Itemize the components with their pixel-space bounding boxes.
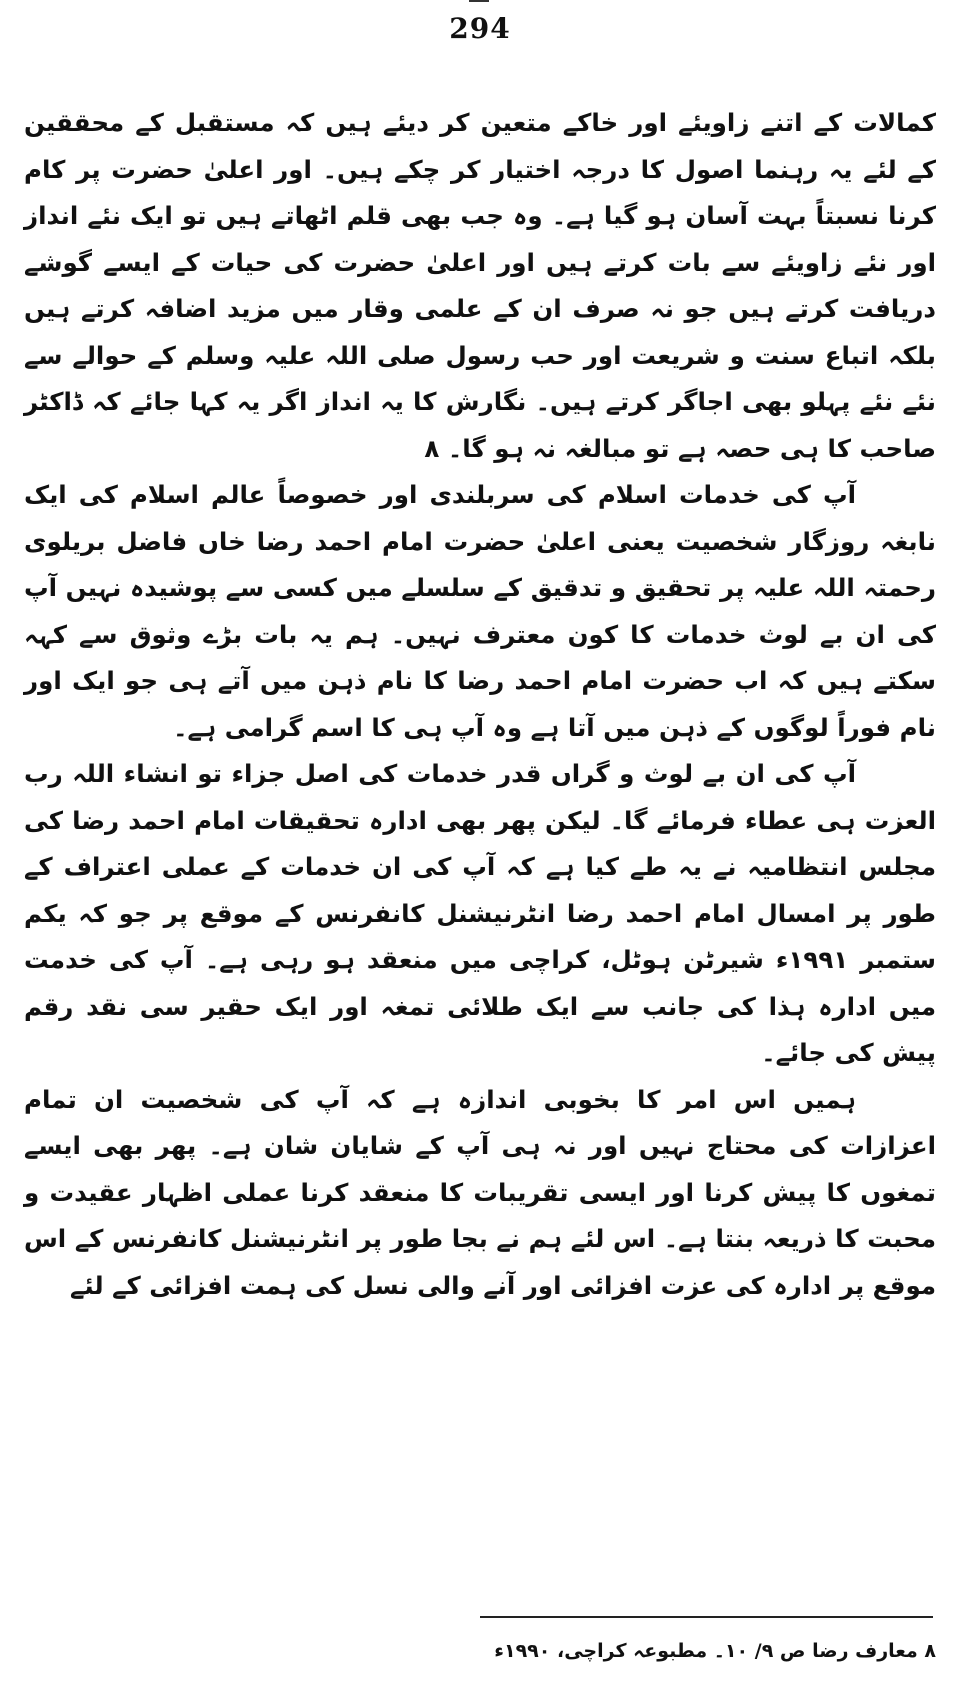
paragraph-2: آپ کی خدمات اسلام کی سربلندی اور خصوصاً عالم اسلام کی ایک نابغہ روزگار شخصیت یعنی اعلیٰ حضرت امام احمد رضا خاں فاضل بریلوی رحمتہ اللہ علیہ پر تحقیق و تدقیق کے سلسلے میں کسی سے پوشیدہ نہیں آپ کی ان بے لوث خدمات کا کون معترف نہیں۔ ہم یہ بات بڑے وثوق سے کہہ سکتے ہیں کہ اب حضرت امام احمد رضا کا نام ذہن میں آتے ہی جو ایک اور نام فوراً لوگوں کے ذہن میں آتا ہے وہ آپ ہی کا اسم گرامی ہے۔ bbox=[24, 480, 936, 742]
paragraph-3: آپ کی ان بے لوث و گراں قدر خدمات کی اصل جزاء تو انشاء اللہ رب العزت ہی عطاء فرمائے گا۔ لیکن پھر بھی ادارہ تحقیقات امام احمد رضا کی مجلس انتظامیہ نے یہ طے کیا ہے کہ آپ کی ان خدمات کے عملی اعتراف کے طور پر امسال امام احمد رضا انٹرنیشنل کانفرنس کے موقع پر جو کہ یکم ستمبر ۱۹۹۱ء شیرٹن ہوٹل، کراچی میں منعقد ہو رہی ہے۔ آپ کی خدمت میں ادارہ ہذا کی جانب سے ایک طلائی تمغہ اور ایک حقیر سی نقد رقم پیش کی جائے۔ bbox=[24, 759, 937, 1067]
footnote-divider bbox=[480, 1616, 933, 1618]
body-text bbox=[24, 100, 936, 1309]
paragraph-4: ہمیں اس امر کا بخوبی اندازہ ہے کہ آپ کی شخصیت ان تمام اعزازات کی محتاج نہیں اور نہ ہی آپ کے شایان شان ہے۔ پھر بھی ایسے تمغوں کا پیش کرنا اور ایسی تقریبات کا منعقد کرنا عملی اظہار عقیدت و محبت کا ذریعہ بنتا ہے۔ اس لئے ہم نے بجا طور پر انٹرنیشنل کانفرنس کے اس موقع پر ادارہ کی عزت افزائی اور آنے والی نسل کی ہمت افزائی کے لئے bbox=[24, 1084, 936, 1300]
footnote: ۸ معارف رضا ص ۹/ ۱۰۔ مطبوعہ کراچی، ۱۹۹۰ء bbox=[494, 1640, 936, 1662]
page-number: 294 bbox=[449, 12, 511, 45]
page-number-mark bbox=[469, 0, 489, 2]
paragraph-1: کمالات کے اتنے زاویئے اور خاکے متعین کر دیئے ہیں کہ مستقبل کے محققین کے لئے یہ رہنما اصول کا درجہ اختیار کر چکے ہیں۔ اور اعلیٰ حضرت پر کام کرنا نسبتاً بہت آسان ہو گیا ہے۔ وہ جب بھی قلم اٹھاتے ہیں تو ایک نئے انداز اور نئے زاویئے سے بات کرتے ہیں اور اعلیٰ حضرت کی حیات کے ایسے گوشے دریافت کرتے ہیں جو نہ صرف ان کے علمی وقار میں مزید اضافہ کرتے ہیں بلکہ اتباع سنت و شریعت اور حب رسول صلی اللہ علیہ وسلم کے حوالے سے نئے نئے پہلو بھی اجاگر کرتے ہیں۔ نگارش کا یہ انداز اگر یہ کہا جائے کہ ڈاکٹر صاحب کا ہی حصہ ہے تو مبالغہ نہ ہو گا۔ ۸ bbox=[24, 108, 936, 463]
